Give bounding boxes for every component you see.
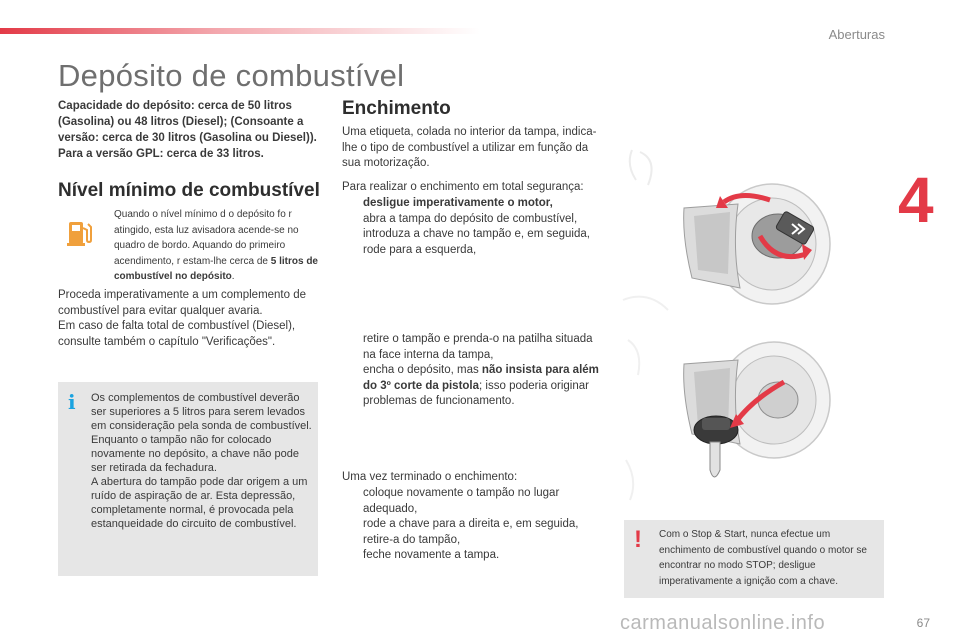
exclamation-icon: ! [634,526,642,553]
warning-bold: 5 litros de combustível no depósito [114,255,318,282]
filling-heading: Enchimento [342,98,451,119]
watermark: carmanualsonline.info [620,612,826,634]
list-item: coloque novamente o tampão no lugar adequado, [363,487,560,515]
low-fuel-warning-text [114,207,320,285]
section-name: Aberturas [828,27,885,42]
list-item: feche novamente a tampa. [363,549,500,561]
after-filling-intro: Uma vez terminado o enchimento: [342,471,518,483]
safety-intro: Para realizar o enchimento em total segurança: [342,181,584,193]
fuel-cap-removal-illustration [680,338,834,494]
page-number: 67 [916,616,930,630]
info-text-2: Enquanto o tampão não for colocado novamente no depósito, a chave não pode ser retirada da fechadura. [91,434,299,474]
filling-intro: Uma etiqueta, colada no interior da tampa, indica-lhe o tipo de combustível a utilizar em função da sua motorização. [342,126,597,169]
header-accent-bar [0,28,480,34]
chapter-number: 4 [898,164,934,236]
list-item: retire o tampão e prenda-o na patilha situada na face interna da tampa, [363,333,593,361]
info-text-1: Os complementos de combustível deverão ser superiores a 5 litros para serem levados em consideração pela sonda de combustível. [91,392,312,432]
min-level-heading: Nível mínimo de combustível [58,180,320,201]
min-level-paragraph-1: Proceda imperativamente a um complemento de combustível para evitar qualquer avaria. [58,289,307,317]
steps-list-1 [342,196,604,258]
steps-list-2 [342,332,604,410]
warning-text: Quando o nível mínimo d o depósito fo r atingido, esta luz avisadora acende-se no quadro de bordo. Aquando do primeiro acendimento, r estam-lhe cerca de [114,209,299,267]
list-item: abra a tampa do depósito de combustível, [363,212,578,225]
info-box [58,382,318,576]
fuel-flap-key-illustration [680,178,834,308]
info-text-3: A abertura do tampão pode dar origem a um ruído de aspiração de ar. Esta depressão, completamente normal, é provocada pela estanqueidade do circuito de combustível. [91,476,308,530]
page-title: Depósito de combustível [58,58,405,93]
fuel-pump-icon [66,218,94,248]
list-item: encha o depósito, mas não insista para além do 3º corte da pistola; isso poderia originar problemas de funcionamento. [363,364,599,407]
alert-text: Com o Stop & Start, nunca efectue um enchimento de combustível quando o motor se encontrar no modo STOP; desligue imperativamente a ignição com a chave. [659,529,867,587]
warning-end: . [231,271,235,282]
min-level-paragraph-2: Em caso de falta total de combustível (Diesel), consulte também o capítulo "Verificações". [58,320,296,348]
steps-list-3 [342,486,604,564]
list-item: desligue imperativamente o motor, [363,197,553,209]
info-icon: i [68,390,76,414]
list-item: introduza a chave no tampão e, em seguida, rode para a esquerda, [363,228,590,256]
list-item: rode a chave para a direita e, em seguida, retire-a do tampão, [363,518,579,546]
capacity-text: Capacidade do depósito: cerca de 50 litros (Gasolina) ou 48 litros (Diesel); (Consoante a versão: cerca de 30 litros (Gasolina ou Diesel)). Para a versão GPL: cerca de 33 litros. [58,100,317,160]
alert-box [624,520,884,598]
